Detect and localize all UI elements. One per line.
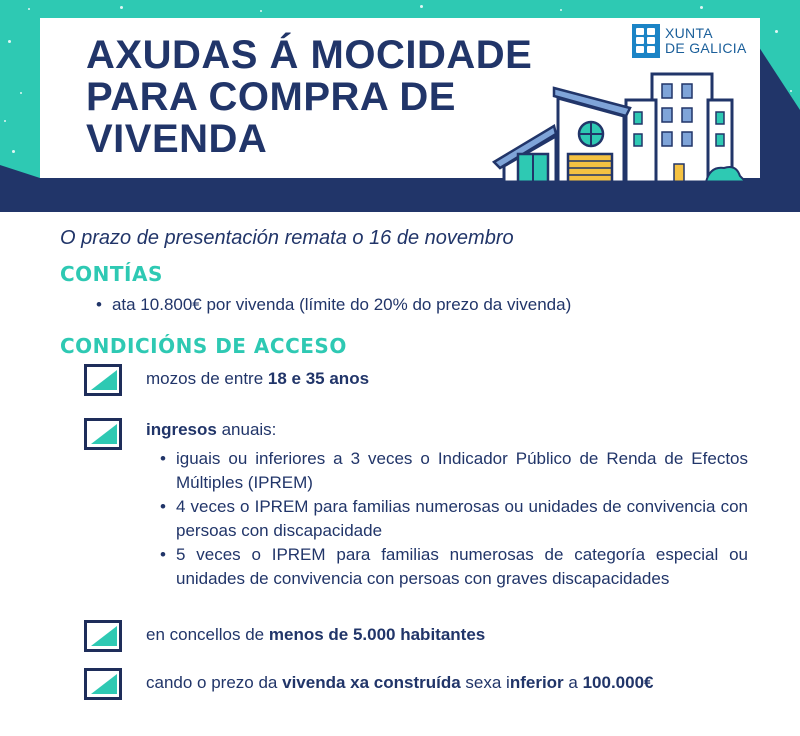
- income-sublist: [160, 447, 748, 591]
- check-icon: [84, 668, 122, 700]
- condition-price-text-2: sexa i: [460, 673, 510, 692]
- condition-price-bold-2: nferior: [509, 673, 564, 692]
- section-heading-contias: CONTÍAS: [60, 262, 163, 286]
- section-heading-conditions: CONDICIÓNS DE ACCESO: [60, 334, 347, 358]
- deadline-text: O prazo de presentación remata o 16 de novembro: [60, 227, 514, 249]
- logo-line-1: XUNTA: [665, 25, 713, 41]
- condition-income-bold: ingresos: [146, 420, 217, 439]
- galicia-emblem-icon: [632, 24, 660, 58]
- check-icon: [84, 620, 122, 652]
- condition-price-bold-3: 100.000€: [582, 673, 654, 692]
- condition-age-bold: 18 e 35 anos: [267, 369, 370, 388]
- xunta-logo: [632, 24, 747, 58]
- check-icon: [84, 364, 122, 396]
- houses-illustration: [490, 68, 762, 184]
- title-line-1: AXUDAS Á MOCIDADE: [86, 33, 533, 77]
- income-subitem: • 5 veces o IPREM para familias numerosas de categoría especial ou unidades de convivencia con persoas con graves discapacidades: [160, 543, 748, 591]
- condition-price-bold-1: vivenda xa construída: [282, 673, 461, 692]
- income-subitem: • 4 veces o IPREM para familias numerosas ou unidades de convivencia con persoas con discapacidade: [160, 495, 748, 543]
- condition-income-text: anuais:: [216, 420, 277, 439]
- condition-price-text-3: a: [563, 673, 583, 692]
- contias-item: • ata 10.800€ por vivenda (límite do 20% do prezo da vivenda): [96, 295, 571, 315]
- header-banner: [0, 0, 800, 212]
- condition-municipality-text: en concellos de: [146, 625, 269, 644]
- logo-line-2: DE GALICIA: [665, 40, 747, 56]
- income-subitem: • iguais ou inferiores a 3 veces o Indicador Público de Renda de Efectos Múltiples (IPREM): [160, 447, 748, 495]
- condition-municipality-bold: menos de 5.000 habitantes: [268, 625, 486, 644]
- check-icon: [84, 418, 122, 450]
- condition-price-text: cando o prezo da: [146, 673, 283, 692]
- title-line-2: PARA COMPRA DE: [86, 75, 456, 119]
- title-line-3: VIVENDA: [86, 117, 268, 161]
- condition-age-text: mozos de entre: [146, 369, 268, 388]
